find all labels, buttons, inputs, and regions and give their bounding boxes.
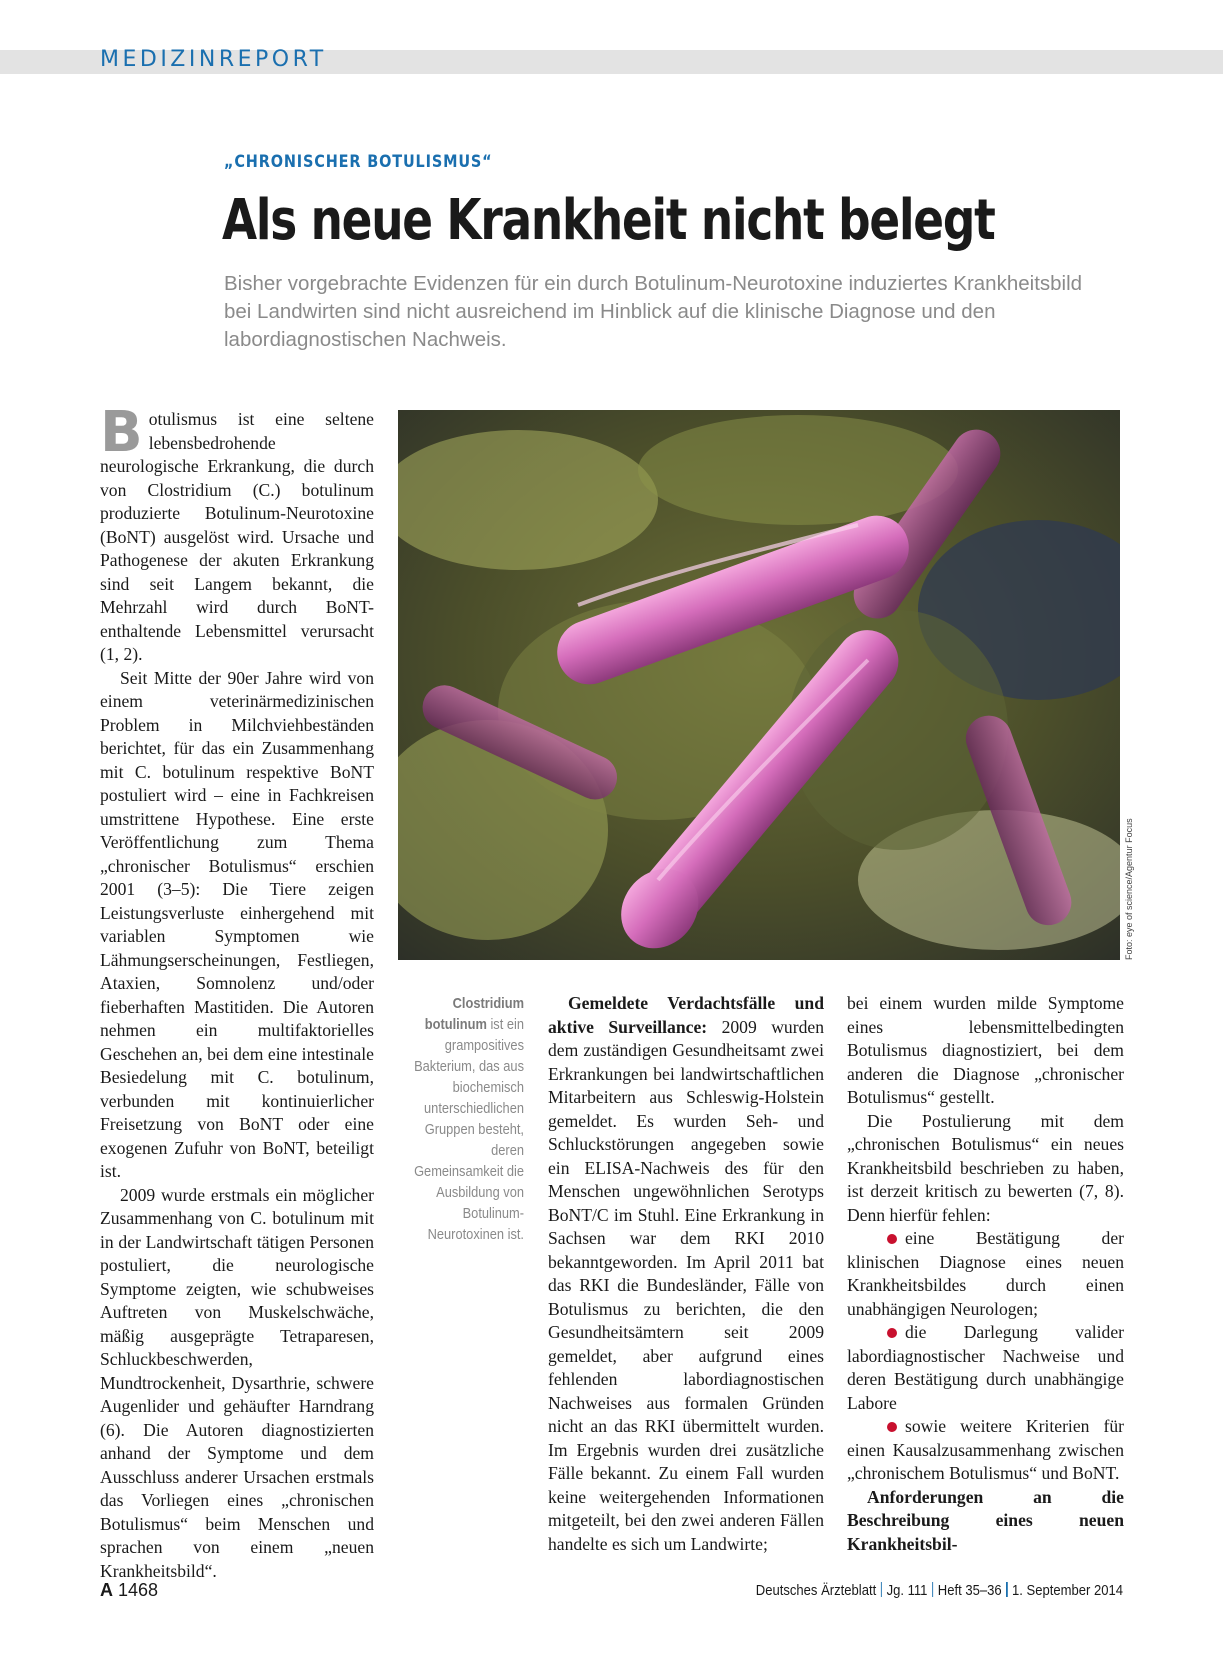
caption-text: ist ein grampositives Bakterium, das aus biochemisch unterschiedlichen Gruppen besteht, deren Gemeinsamkeit die Ausbildung von Botulinum-Neurotoxinen ist. (414, 1017, 524, 1243)
separator (881, 1582, 882, 1597)
kicker: „CHRONISCHER BOTULISMUS“ (224, 152, 493, 172)
bacteria-photo (398, 410, 1120, 960)
page-number-value: 1468 (118, 1580, 159, 1600)
figure-caption (413, 994, 524, 1246)
photo-credit: Foto: eye of science/Agentur Focus (1124, 818, 1134, 960)
bullet-item (847, 1415, 1124, 1486)
bacteria-illustration (398, 410, 1120, 960)
column-3 (847, 992, 1124, 1556)
bullet-text: die Darlegung valider labordiagnostischer Nachweise und deren Bestätigung durch unabhängige Labore (847, 1322, 1124, 1413)
paragraph: 2009 wurde erstmals ein möglicher Zusammenhang von C. botulinum mit in der Landwirtschaft tätigen Personen postuliert, die neurologische Symptome zeigten, wie schubweises Auftreten von Muskelschwäche, mäßig ausgeprägte Tetraparesen, Schluckbeschwerden, Mundtrockenheit, Dysarthrie, schwere Augenlider und gehäufter Harndrang (6). Die Autoren diagnostizierten anhand der Symptome und dem Ausschluss anderer Ursachen erstmals das Vorliegen eines „chronischen Botulismus“ beim Menschen und sprachen von einem „neuen Krankheitsbild“. (100, 1184, 374, 1581)
headline: Als neue Krankheit nicht belegt (222, 188, 995, 253)
journal-name: Deutsches Ärzteblatt (755, 1583, 877, 1599)
bullet-dot-icon (887, 1422, 897, 1432)
deck: Bisher vorgebrachte Evidenzen für ein durch Botulinum-Neurotoxine induziertes Krankheitsbild bei Landwirten sind nicht ausreichend im Hinblick auf die klinische Diagnose und den labordiagnostischen Nachweis. (224, 272, 1083, 351)
bullet-item (847, 1321, 1124, 1415)
paragraph (100, 400, 374, 667)
paragraph: bei einem wurden milde Symptome eines lebensmittelbedingten Botulismus diagnostiziert, bei dem anderen die Diagnose „chronischer Botulismus“ gestellt. (847, 993, 1124, 1107)
separator (1006, 1582, 1007, 1597)
paragraph-text: 2009 wurden dem zuständigen Gesundheitsamt zwei Erkrankungen bei landwirtschaftlichen Mitarbeitern aus Schleswig-Holstein gemeldet. Es wurden Seh- und Schluckstörungen angegeben sowie ein ELISA-Nachweis des für den Menschen ungewöhnlichen Serotyps BoNT/C im Stuhl. Eine Erkrankung in Sachsen war dem RKI 2010 bekanntgeworden. Im April 2011 bat das RKI die Bundesländer, Fälle von Botulismus zu berichten, die den Gesundheitsämtern seit 2009 gemeldet, aber aufgrund eines fehlenden labordiagnostischen Nachweises aus formalen Gründen nicht an das RKI übermittelt wurden. Im Ergebnis wurden drei zusätzliche Fälle bekannt. Zu einem Fall wurden keine weitergehenden Informationen mitgeteilt, bei den zwei anderen Fällen handelte es sich um Landwirte; (548, 1016, 824, 1554)
journal-date: 1. September 2014 (1011, 1583, 1123, 1599)
dropcap: B (100, 400, 143, 465)
paragraph: Seit Mitte der 90er Jahre wird von einem veterinärmedizinischen Problem in Milchviehbeständen berichtet, für das ein Zusammenhang mit C. botulinum respektive BoNT postuliert wird – eine in Fachkreisen umstrittene Hypothese. Eine erste Veröffentlichung zum Thema „chronischer Botulismus“ erschien 2001 (3–5): Die Tiere zeigen Leistungsverluste einhergehend mit variablen Symptomen wie Lähmungserscheinungen, Festliegen, Ataxien, Somnolenz und/oder fieberhaften Mastitiden. Die Autoren nehmen ein multifaktorielles Geschehen an, bei dem eine intestinale Besiedelung mit C. botulinum, verbunden mit kontinuierlicher Freisetzung von BoNT oder eine exogenen Zufuhr von BoNT, beteiligt ist. (100, 667, 374, 1181)
bullet-text: eine Bestätigung der klinischen Diagnose eines neuen Krankheitsbildes durch einen unabhängigen Neurologen; (847, 1228, 1124, 1319)
bullet-item (847, 1227, 1124, 1321)
paragraph: Die Postulierung mit dem „chronischen Botulismus“ ein neues Krankheitsbild beschrieben zu haben, ist derzeit kritisch zu bewerten (7, 8). Denn hierfür fehlen: (847, 1110, 1124, 1225)
separator (932, 1582, 933, 1597)
run-in-heading: Gemeldete Verdachtsfälle und aktive Surveillance: (548, 993, 824, 1037)
page-footer (0, 1580, 1223, 1604)
column-2 (548, 992, 824, 1556)
page-prefix: A (100, 1580, 113, 1600)
paragraph-text: otulismus ist eine seltene lebensbedrohende neurologische Erkrankung, die durch von Clostridium (C.) botulinum produzierte Botulinum-Neurotoxine (BoNT) ausgelöst wird. Ursache und Pathogenese der akuten Erkrankung sind seit Langem bekannt, die Mehrzahl wird durch BoNT-enthaltende Lebensmittel verursacht (1, 2). (100, 409, 374, 664)
journal-info (756, 1582, 1123, 1599)
journal-volume: Jg. 111 (886, 1583, 928, 1599)
caption-bold: Clostridium botulinum (424, 996, 524, 1033)
subheading: Anforderungen an die Beschreibung eines neuen Krankheitsbil- (847, 1486, 1124, 1554)
paragraph (548, 992, 824, 1556)
journal-issue: Heft 35–36 (937, 1583, 1002, 1599)
bullet-dot-icon (887, 1234, 897, 1244)
bullet-dot-icon (887, 1328, 897, 1338)
section-label: MEDIZINREPORT (100, 47, 327, 72)
bullet-text: sowie weitere Kriterien für einen Kausalzusammenhang zwischen „chronischem Botulismus“ und BoNT. (847, 1416, 1124, 1483)
column-1 (100, 400, 374, 1583)
page-number (100, 1580, 158, 1601)
